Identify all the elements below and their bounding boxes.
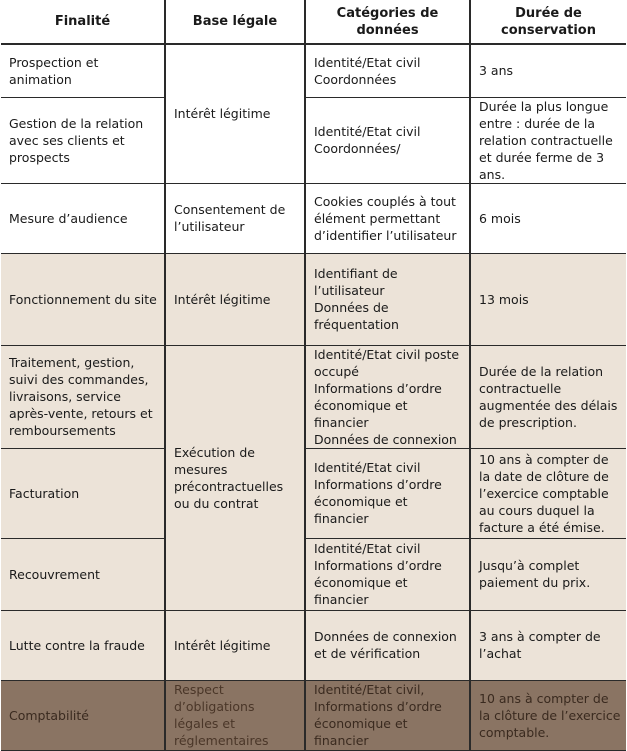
cell-categories: Identité/Etat civil Coordonnées [305, 44, 470, 97]
table-row [1, 610, 626, 680]
cell-finalite: Fonctionnement du site [1, 253, 165, 345]
cell-finalite: Recouvrement [1, 538, 165, 610]
cell-finalite: Lutte contre la fraude [1, 610, 165, 680]
header-categories: Catégories de données [305, 0, 470, 44]
cell-finalite: Mesure d’audience [1, 183, 165, 253]
table-row [1, 253, 626, 345]
cell-finalite: Gestion de la relation avec ses clients et prospects [1, 97, 165, 183]
cell-categories: Identité/Etat civil, Informations d’ordre économique et financier [305, 680, 470, 750]
header-base-legale: Base légale [165, 0, 305, 44]
table-header-row [1, 0, 626, 44]
cell-duree: Durée la plus longue entre : durée de la relation contractuelle et durée ferme de 3 ans. [470, 97, 626, 183]
cell-duree: 10 ans à compter de la clôture de l’exercice comptable. [470, 680, 626, 750]
cell-finalite: Traitement, gestion, suivi des commandes, livraisons, service après-vente, retours et remboursements [1, 345, 165, 448]
table-row [1, 680, 626, 750]
cell-base-legale: Consentement de l’utilisateur [165, 183, 305, 253]
cell-duree: 3 ans à compter de l’achat [470, 610, 626, 680]
cell-categories: Données de connexion et de vérification [305, 610, 470, 680]
cell-duree: 10 ans à compter de la date de clôture de l’exercice comptable au cours duquel la facture a été émise. [470, 448, 626, 538]
cell-base-legale: Intérêt légitime [165, 253, 305, 345]
cell-base-legale: Intérêt légitime [165, 610, 305, 680]
cell-categories: Identifiant de l’utilisateur Données de fréquentation [305, 253, 470, 345]
table-row [1, 448, 626, 538]
table-row [1, 97, 626, 183]
cell-duree: 6 mois [470, 183, 626, 253]
cell-base-legale: Respect d’obligations légales et réglementaires [165, 680, 305, 750]
cell-categories: Identité/Etat civil poste occupé Informations d’ordre économique et financier Données de connexion [305, 345, 470, 448]
cell-base-legale: Intérêt légitime [165, 44, 305, 183]
cell-categories: Identité/Etat civil Informations d’ordre économique et financier [305, 448, 470, 538]
cell-duree: 3 ans [470, 44, 626, 97]
cell-finalite: Prospection et animation [1, 44, 165, 97]
header-finalite: Finalité [1, 0, 165, 44]
cell-duree: Durée de la relation contractuelle augmentée des délais de prescription. [470, 345, 626, 448]
table-row [1, 538, 626, 610]
cell-base-legale: Exécution de mesures précontractuelles ou du contrat [165, 345, 305, 610]
cell-duree: Jusqu’à complet paiement du prix. [470, 538, 626, 610]
data-processing-table [1, 0, 626, 751]
cell-duree: 13 mois [470, 253, 626, 345]
cell-finalite: Facturation [1, 448, 165, 538]
table-row [1, 44, 626, 97]
cell-categories: Identité/Etat civil Coordonnées/ [305, 97, 470, 183]
cell-categories: Identité/Etat civil Informations d’ordre économique et financier [305, 538, 470, 610]
table-row [1, 345, 626, 448]
cell-finalite: Comptabilité [1, 680, 165, 750]
table-row [1, 183, 626, 253]
cell-categories: Cookies couplés à tout élément permettant d’identifier l’utilisateur [305, 183, 470, 253]
header-duree: Durée de conservation [470, 0, 626, 44]
